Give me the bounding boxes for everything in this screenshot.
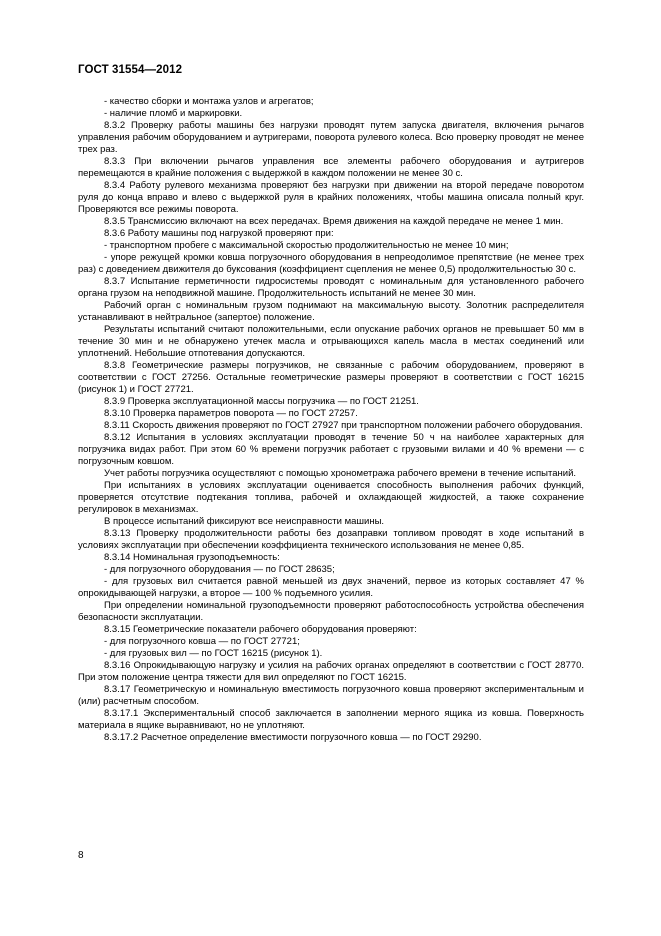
paragraph: - для грузовых вил — по ГОСТ 16215 (рисунок 1). [104, 648, 323, 659]
paragraph: 8.3.16 Опрокидывающую нагрузку и усилия на рабочих органах определяют в соответствии с ГОСТ 28770. При этом положение центра тяжести для вил определяют по ГОСТ 16215. [78, 660, 584, 683]
paragraph: При определении номинальной грузоподъемности проверяют работоспособность устройства обеспечения безопасности эксплуатации. [78, 600, 584, 623]
paragraph: - наличие пломб и маркировки. [104, 108, 243, 119]
paragraph: 8.3.14 Номинальная грузоподъемность: [104, 552, 280, 563]
document-header: ГОСТ 31554—2012 [78, 64, 183, 76]
paragraph: 8.3.5 Трансмиссию включают на всех передачах. Время движения на каждой передаче не менее 1 мин. [104, 216, 564, 227]
paragraph: 8.3.13 Проверку продолжительности работы без дозаправки топливом проводят в ходе испытаний в условиях эксплуатации при обеспечении коэффициента технического использования не менее 0,85. [78, 528, 584, 551]
paragraph: 8.3.7 Испытание герметичности гидросистемы проводят с номинальным для установленного рабочего органа грузом на неподвижной машине. Продолжительность испытаний не менее 30 мин. [78, 276, 584, 299]
paragraph: - для погрузочного оборудования — по ГОСТ 28635; [104, 564, 335, 575]
paragraph: 8.3.12 Испытания в условиях эксплуатации проводят в течение 50 ч на наиболее характерных для погрузчика видах работ. При этом 60 % времени погрузчик работает с грузовыми вилами и 40 % времени — с погрузочным ковшом. [78, 432, 584, 467]
paragraph: 8.3.17.1 Экспериментальный способ заключается в заполнении мерного ящика из ковша. Поверхность материала в ящике выравнивают, но не уплотняют. [78, 708, 584, 731]
paragraph: В процессе испытаний фиксируют все неисправности машины. [104, 516, 385, 527]
paragraph: 8.3.11 Скорость движения проверяют по ГОСТ 27927 при транспортном положении рабочего оборудования. [104, 420, 583, 431]
paragraph: - транспортном пробеге с максимальной скоростью продолжительностью не менее 10 мин; [104, 240, 509, 251]
paragraph: 8.3.17 Геометрическую и номинальную вместимость погрузочного ковша проверяют экспериментальным и (или) расчетным способом. [78, 684, 584, 707]
paragraph: 8.3.9 Проверка эксплуатационной массы погрузчика — по ГОСТ 21251. [104, 396, 419, 407]
paragraph: 8.3.6 Работу машины под нагрузкой проверяют при: [104, 228, 334, 239]
paragraph: 8.3.4 Работу рулевого механизма проверяют без нагрузки при движении на второй передаче поворотом руля до конца вправо и влево с выдержкой руля в крайних положениях, чтобы машина описала полный круг. Проверяются все режимы поворота. [78, 180, 584, 215]
paragraph: 8.3.3 При включении рычагов управления все элементы рабочего оборудования и аутригеров перемещаются в крайние положения с выдержкой в каждом положении не менее 30 с. [78, 156, 584, 179]
document-body [78, 96, 584, 744]
paragraph: - качество сборки и монтажа узлов и агрегатов; [104, 96, 314, 107]
paragraph: Результаты испытаний считают положительными, если опускание рабочих органов не превышает 50 мм в течение 30 мин и не обнаружено утечек масла и отрывающихся капель масла в местах соединений или уплотнений. Небольшие отпотевания допускаются. [78, 324, 584, 359]
paragraph: 8.3.15 Геометрические показатели рабочего оборудования проверяют: [104, 624, 417, 635]
paragraph: 8.3.2 Проверку работы машины без нагрузки проводят путем запуска двигателя, включения рычагов управления рабочим оборудованием и аутригерами, поворота рулевого колеса. Всю проверку проводят не менее трех раз. [78, 120, 584, 155]
paragraph: При испытаниях в условиях эксплуатации оценивается способность выполнения рабочих функций, проверяется отсутствие подтекания топлива, рабочей и охлаждающей жидкостей, а также сохранение регулировок в механизмах. [78, 480, 584, 515]
paragraph: - упоре режущей кромки ковша погрузочного оборудования в непреодолимое препятствие (не менее трех раз) с доведением движителя до буксования (коэффициент сцепления не менее 0,5) продолжительностью 30 с. [78, 252, 584, 275]
paragraph: Учет работы погрузчика осуществляют с помощью хронометража рабочего времени в течение испытаний. [104, 468, 577, 479]
paragraph: - для грузовых вил считается равной меньшей из двух значений, первое из которых составляет 47 % опрокидывающей нагрузки, а второе — 100 % подъемного усилия. [78, 576, 584, 599]
paragraph: 8.3.8 Геометрические размеры погрузчиков, не связанные с рабочим оборудованием, проверяют в соответствии с ГОСТ 27256. Остальные геометрические размеры проверяют в соответствии с ГОСТ 16215 (рисунок 1) и ГОСТ 27721. [78, 360, 584, 395]
paragraph: - для погрузочного ковша — по ГОСТ 27721; [104, 636, 300, 647]
paragraph: 8.3.10 Проверка параметров поворота — по ГОСТ 27257. [104, 408, 358, 419]
page-number: 8 [78, 850, 84, 861]
paragraph: Рабочий орган с номинальным грузом поднимают на максимальную высоту. Золотник распределителя устанавливают в нейтральное (запертое) положение. [78, 300, 584, 323]
paragraph: 8.3.17.2 Расчетное определение вместимости погрузочного ковша — по ГОСТ 29290. [104, 732, 482, 743]
